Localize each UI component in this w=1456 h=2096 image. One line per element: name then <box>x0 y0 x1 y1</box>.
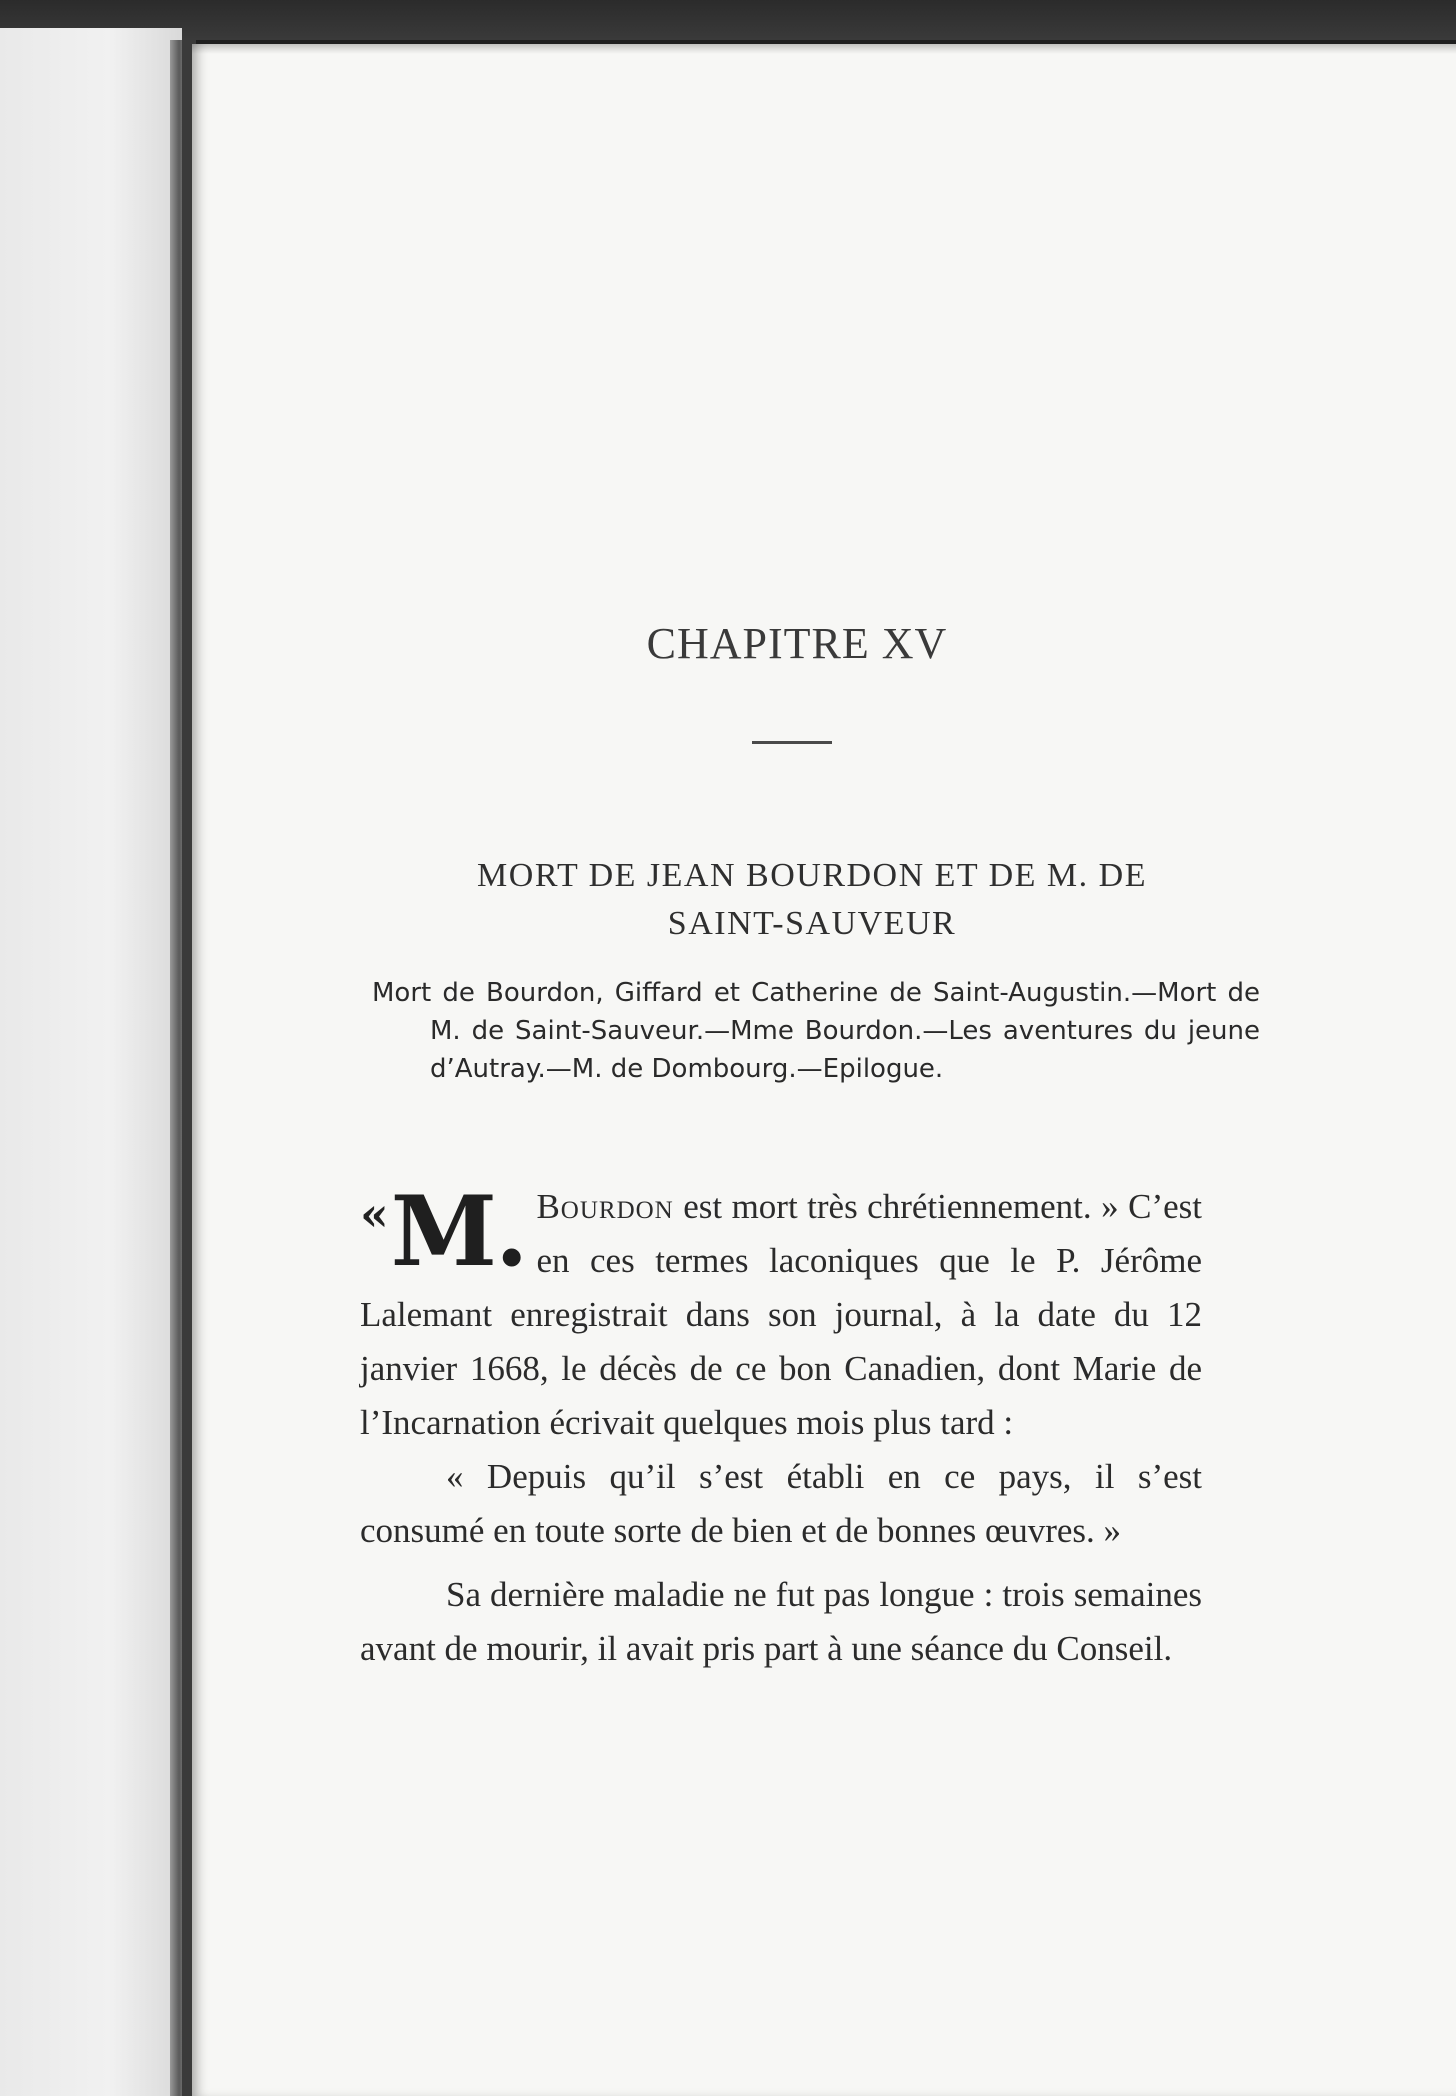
drop-cap-quote: « <box>360 1187 389 1241</box>
scanner-background <box>0 0 1456 40</box>
book-page <box>192 44 1456 2096</box>
page-shadow <box>192 44 1456 54</box>
paragraph-1-smallcaps: Bourdon <box>536 1187 674 1226</box>
paragraph-3-text: Sa dernière maladie ne fut pas longue : trois semaines avant de mourir, il avait pris part à une séance du Conseil. <box>360 1575 1202 1668</box>
section-title-line-1: MORT DE JEAN BOURDON ET DE M. DE <box>477 857 1147 894</box>
paragraph-2-quote: « Depuis qu’il s’est établi en ce pays, il s’est consumé en toute sorte de bien et de bonnes œuvres. » <box>360 1457 1202 1550</box>
facing-page-left <box>0 28 182 2096</box>
chapter-title: CHAPITRE XV <box>646 619 948 668</box>
section-title <box>392 852 1232 948</box>
section-title-line-2: SAINT-SAUVEUR <box>667 905 957 942</box>
drop-cap <box>360 1175 527 1288</box>
body-text <box>360 1175 1202 1676</box>
paragraph-1-text: est mort très chrétiennement. » C’est en ces termes laconiques que le P. Jérôme Lalemant enregistrait dans son journal, à la date du 12 janvier 1668, le décès de ce bon Canadien, dont Marie de l’Incarnation écrivait quelques mois plus tard : <box>360 1187 1202 1442</box>
title-rule <box>752 741 832 744</box>
chapter-summary: Mort de Bourdon, Giffard et Catherine de Saint-Augustin.—Mort de M. de Saint-Sauveur.—Mme Bourdon.—Les aventures du jeune d’Autray.—M. de Dombourg.—Epilogue. <box>372 978 1260 1084</box>
drop-cap-letter: M. <box>390 1175 527 1288</box>
